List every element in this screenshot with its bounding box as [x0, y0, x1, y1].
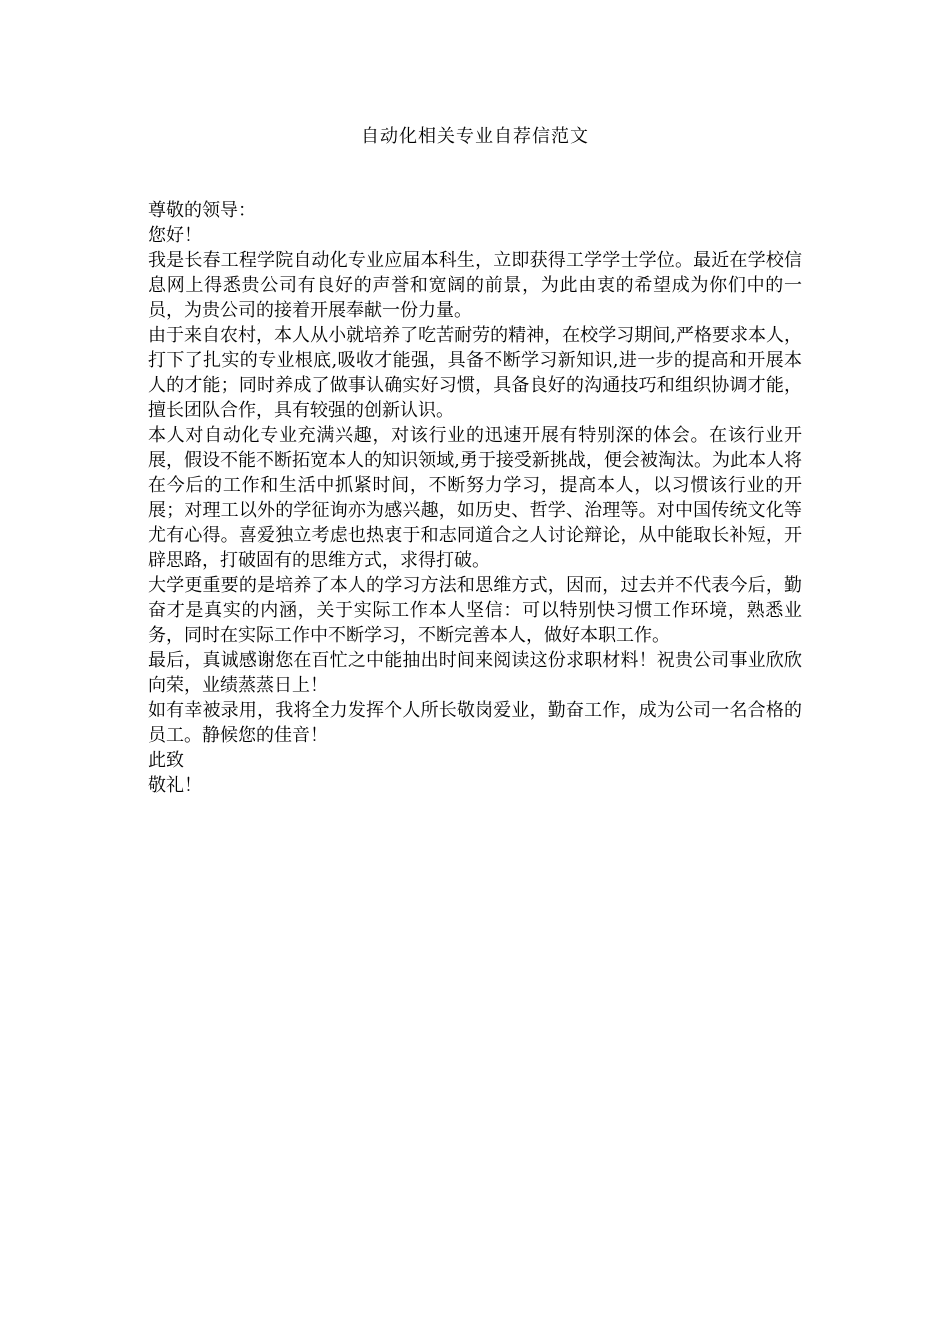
- body-paragraph-1: 我是长春工程学院自动化专业应届本科生，立即获得工学学士学位。最近在学校信息网上得悉贵公司有良好的声誉和宽阔的前景，为此由衷的希望成为你们中的一员，为贵公司的接着开展奉献一份力量。: [148, 250, 802, 321]
- greeting: 您好！: [148, 225, 202, 246]
- letter-body: [148, 198, 802, 798]
- body-paragraph-4: 大学更重要的是培养了本人的学习方法和思维方式，因而，过去并不代表今后，勤奋才是真实的内涵，关于实际工作本人坚信：可以特别快习惯工作环境，熟悉业务，同时在实际工作中不断学习，不断完善本人，做好本职工作。: [148, 575, 802, 646]
- body-paragraph-2: 由于来自农村，本人从小就培养了吃苦耐劳的精神，在校学习期间,严格要求本人，打下了扎实的专业根底,吸收才能强，具备不断学习新知识,进一步的提高和开展本人的才能；同时养成了做事认确实好习惯，具备良好的沟通技巧和组织协调才能，擅长团队合作，具有较强的创新认识。: [148, 325, 802, 421]
- body-paragraph-6: 如有幸被录用，我将全力发挥个人所长敬岗爱业，勤奋工作，成为公司一名合格的员工。静候您的佳音！: [148, 700, 802, 746]
- body-paragraph-5: 最后，真诚感谢您在百忙之中能抽出时间来阅读这份求职材料！祝贵公司事业欣欣向荣，业绩蒸蒸日上！: [148, 650, 802, 696]
- salutation: 尊敬的领导：: [148, 200, 256, 221]
- body-paragraph-3: 本人对自动化专业充满兴趣，对该行业的迅速开展有特别深的体会。在该行业开展，假设不能不断拓宽本人的知识领域,勇于接受新挑战，便会被淘汰。为此本人将在今后的工作和生活中抓紧时间，不断努力学习，提高本人，以习惯该行业的开展；对理工以外的学征询亦为感兴趣，如历史、哲学、治理等。对中国传统文化等尤有心得。喜爱独立考虑也热衷于和志同道合之人讨论辩论，从中能取长补短，开辟思路，打破固有的思维方式，求得打破。: [148, 425, 802, 571]
- closing-line-1: 此致: [148, 750, 184, 771]
- closing-line-2: 敬礼！: [148, 775, 202, 796]
- document-title: 自动化相关专业自荐信范文: [361, 126, 589, 147]
